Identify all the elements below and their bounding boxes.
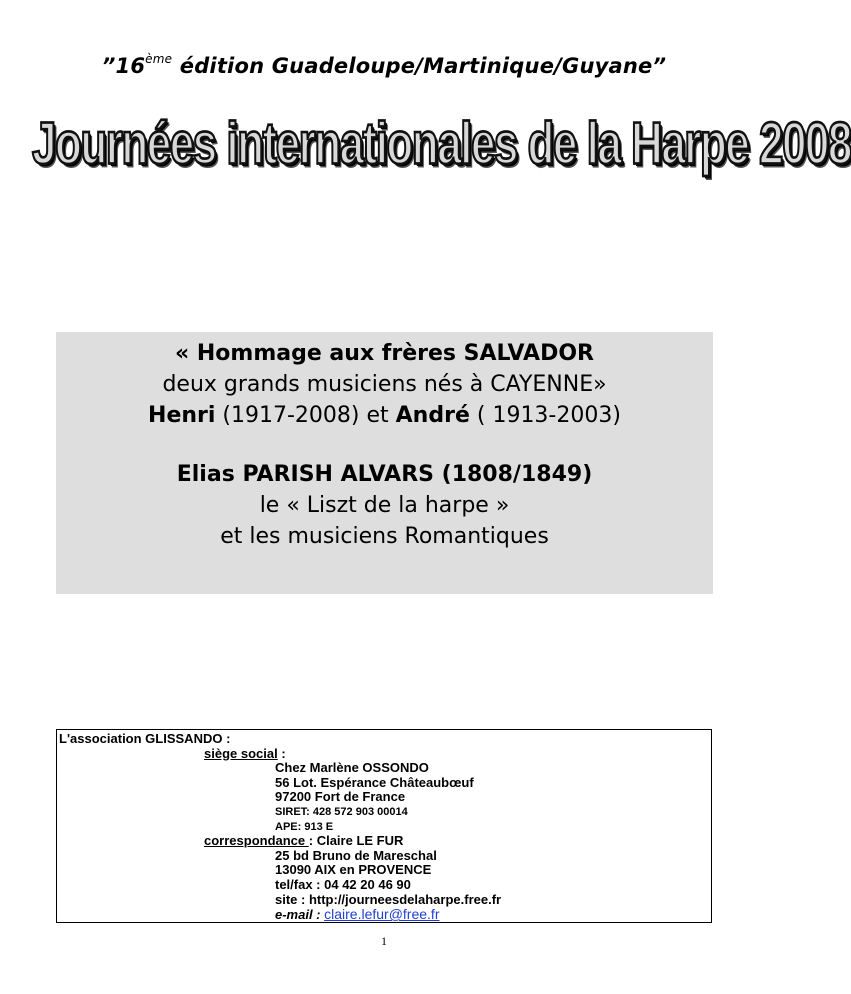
address-line: 25 bd Bruno de Mareschal bbox=[275, 847, 437, 863]
banner-title: Journées internationales de la Harpe 2008 bbox=[32, 110, 851, 177]
email-label: e-mail : bbox=[275, 907, 325, 923]
siege-label: siège social bbox=[204, 745, 278, 761]
edition-heading bbox=[0, 52, 768, 78]
correspondance-value: : Claire LE FUR bbox=[308, 833, 404, 849]
association-box bbox=[56, 729, 712, 923]
tribute-line2: deux grands musiciens nés à CAYENNE» bbox=[162, 372, 607, 397]
siege-line: 56 Lot. Espérance Châteaubœuf bbox=[275, 774, 474, 790]
tribute-line5: le « Liszt de la harpe » bbox=[259, 493, 510, 518]
ape-line: APE: 913 E bbox=[275, 820, 334, 833]
tribute-box bbox=[56, 332, 713, 594]
andre-dates: ( 1913-2003) bbox=[469, 403, 621, 428]
henri-dates: (1917-2008) et bbox=[215, 403, 396, 428]
correspondance-row bbox=[59, 834, 711, 849]
siege-sep: : bbox=[277, 745, 286, 761]
tribute-line6: et les musiciens Romantiques bbox=[220, 524, 549, 549]
correspondance-label: correspondance bbox=[204, 833, 309, 849]
siege-line: 97200 Fort de France bbox=[275, 789, 406, 805]
siege-row bbox=[59, 747, 711, 762]
page-number: 1 bbox=[381, 934, 387, 948]
siege-line: Chez Marlène OSSONDO bbox=[275, 760, 429, 776]
tribute-line3 bbox=[56, 400, 713, 431]
address-line: 13090 AIX en PROVENCE bbox=[275, 862, 432, 878]
site-line: site : http://journeesdelaharpe.free.fr bbox=[275, 891, 502, 907]
andre-name: André bbox=[395, 403, 470, 428]
tribute-line1: « Hommage aux frères SALVADOR bbox=[175, 341, 594, 366]
email-link[interactable]: claire.lefur@free.fr bbox=[324, 906, 440, 923]
email-row bbox=[59, 907, 711, 923]
siret-line: SIRET: 428 572 903 00014 bbox=[275, 805, 408, 818]
henri-name: Henri bbox=[148, 403, 216, 428]
tribute-line4: Elias PARISH ALVARS (1808/1849) bbox=[176, 462, 593, 487]
edition-number: ”16 bbox=[101, 54, 146, 78]
phone-line: tel/fax : 04 42 20 46 90 bbox=[275, 876, 411, 892]
edition-text: édition Guadeloupe/Martinique/Guyane” bbox=[172, 54, 667, 78]
edition-superscript: ème bbox=[145, 52, 173, 66]
association-title: L'association GLISSANDO : bbox=[59, 731, 231, 746]
